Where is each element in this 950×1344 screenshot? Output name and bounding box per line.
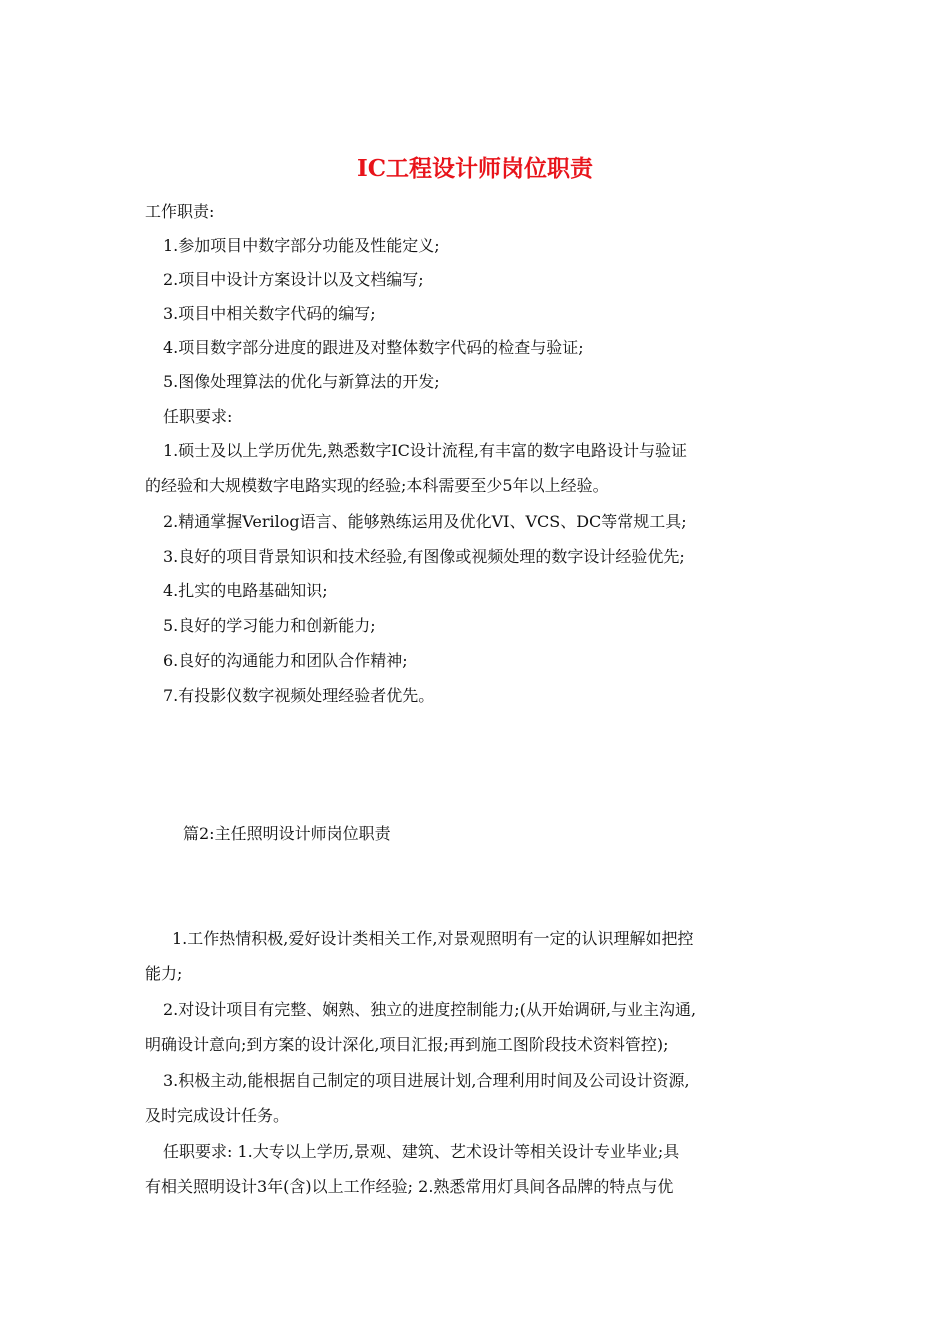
duty-item-1: 1.参加项目中数字部分功能及性能定义;	[163, 236, 440, 255]
requirement-item-4: 4.扎实的电路基础知识;	[163, 581, 328, 600]
duty-item-2: 2.项目中设计方案设计以及文档编写;	[163, 270, 424, 289]
section2-item-2-line1: 2.对设计项目有完整、娴熟、独立的进度控制能力;(从开始调研,与业主沟通,	[163, 1000, 697, 1019]
requirement-item-1-line2: 的经验和大规模数字电路实现的经验;本科需要至少5年以上经验。	[145, 476, 609, 495]
section2-item-3-line1: 3.积极主动,能根据自己制定的项目进展计划,合理利用时间及公司设计资源,	[163, 1071, 690, 1090]
requirement-item-5: 5.良好的学习能力和创新能力;	[163, 616, 376, 635]
duties-heading: 工作职责:	[145, 202, 215, 221]
section2-requirements-line2: 有相关照明设计3年(含)以上工作经验; 2.熟悉常用灯具间各品牌的特点与优	[145, 1177, 674, 1196]
requirement-item-1-line1: 1.硕士及以上学历优先,熟悉数字IC设计流程,有丰富的数字电路设计与验证	[163, 441, 688, 460]
duty-item-3: 3.项目中相关数字代码的编写;	[163, 304, 376, 323]
requirement-item-3: 3.良好的项目背景知识和技术经验,有图像或视频处理的数字设计经验优先;	[163, 547, 685, 566]
section2-item-1-line2: 能力;	[145, 964, 183, 983]
section2-heading: 篇2:主任照明设计师岗位职责	[183, 824, 391, 843]
section2-item-1-line1: 1.工作热情积极,爱好设计类相关工作,对景观照明有一定的认识理解如把控	[172, 929, 694, 948]
section2-requirements-line1: 任职要求: 1.大专以上学历,景观、建筑、艺术设计等相关设计专业毕业;具	[163, 1142, 680, 1161]
document-title: IC工程设计师岗位职责	[356, 155, 594, 182]
requirements-heading: 任职要求:	[163, 407, 233, 426]
requirement-item-7: 7.有投影仪数字视频处理经验者优先。	[163, 686, 435, 705]
section2-item-2-line2: 明确设计意向;到方案的设计深化,项目汇报;再到施工图阶段技术资料管控);	[145, 1035, 669, 1054]
requirement-item-2: 2.精通掌握Verilog语言、能够熟练运用及优化VI、VCS、DC等常规工具;	[163, 512, 687, 531]
duty-item-5: 5.图像处理算法的优化与新算法的开发;	[163, 372, 440, 391]
section2-item-3-line2: 及时完成设计任务。	[145, 1106, 290, 1125]
duty-item-4: 4.项目数字部分进度的跟进及对整体数字代码的检查与验证;	[163, 338, 584, 357]
requirement-item-6: 6.良好的沟通能力和团队合作精神;	[163, 651, 408, 670]
